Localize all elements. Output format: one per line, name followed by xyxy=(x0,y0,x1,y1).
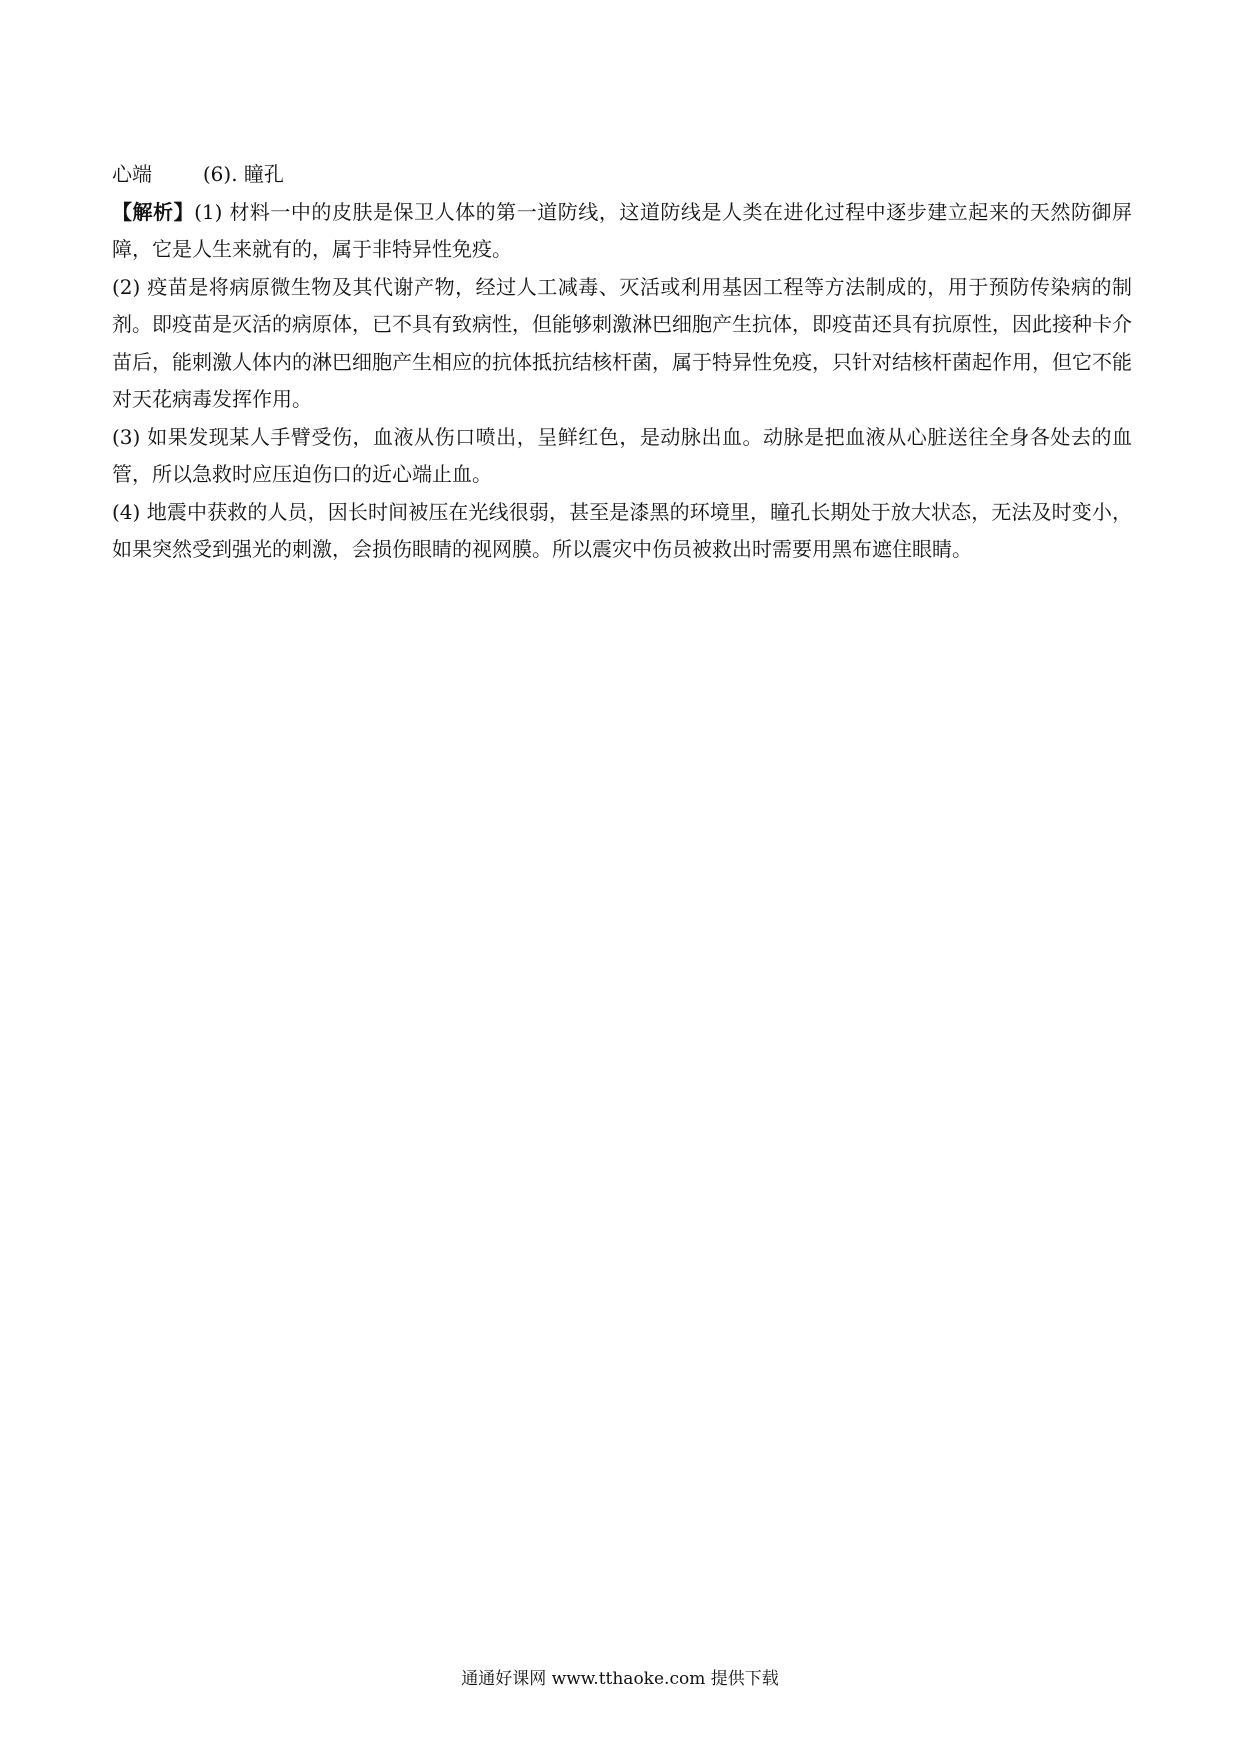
answer-item-6: (6). 瞳孔 xyxy=(202,162,284,186)
analysis-label: 【解析】 xyxy=(112,199,195,224)
answer-line xyxy=(112,156,1132,194)
analysis-paragraph-2: (2) 疫苗是将病原微生物及其代谢产物，经过人工减毒、灭活或利用基因工程等方法制成的，用于预防传染病的制剂。即疫苗是灭活的病原体，已不具有致病性，但能够刺激淋巴细胞产生抗体，即疫苗还具有抗原性，因此接种卡介苗后，能刺激人体内的淋巴细胞产生相应的抗体抵抗结核杆菌，属于特异性免疫，只针对结核杆菌起作用，但它不能对天花病毒发挥作用。 xyxy=(112,274,1132,411)
answer-prefix: 心端 xyxy=(112,162,152,186)
document-body xyxy=(112,156,1132,569)
page-footer: 通通好课网 www.tthaoke.com 提供下载 xyxy=(461,1669,779,1689)
analysis-p1-text: (1) 材料一中的皮肤是保卫人体的第一道防线，这道防线是人类在进化过程中逐步建立起来的天然防御屏障，它是人生来就有的，属于非特异性免疫。 xyxy=(112,199,1132,261)
analysis-paragraph-1 xyxy=(112,194,1132,269)
analysis-paragraph-3: (3) 如果发现某人手臂受伤，血液从伤口喷出，呈鲜红色，是动脉出血。动脉是把血液从心脏送往全身各处去的血管，所以急救时应压迫伤口的近心端止血。 xyxy=(112,424,1132,486)
analysis-paragraph-4: (4) 地震中获救的人员，因长时间被压在光线很弱，甚至是漆黑的环境里，瞳孔长期处于放大状态，无法及时变小，如果突然受到强光的刺激，会损伤眼睛的视网膜。所以震灾中伤员被救出时需要用黑布遮住眼睛。 xyxy=(112,499,1132,561)
